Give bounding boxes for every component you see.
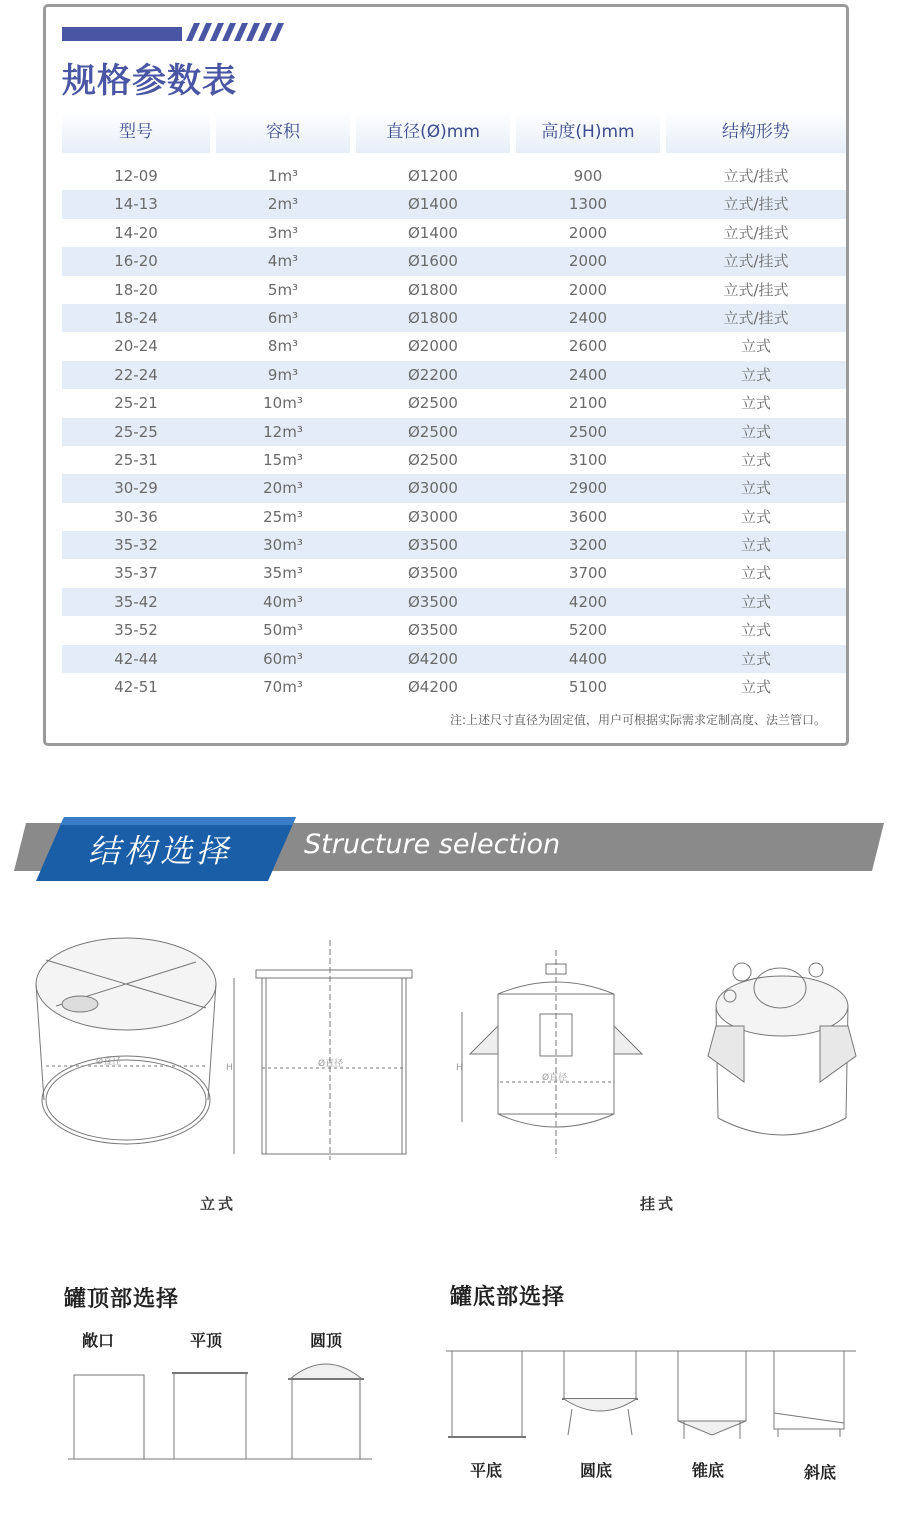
header-model: 型号 xyxy=(62,111,210,153)
table-row xyxy=(62,162,846,190)
table-cell: 25-31 xyxy=(114,450,158,469)
structure-title-cn: 结构选择 xyxy=(88,832,233,870)
table-cell: 立式/挂式 xyxy=(723,223,789,242)
table-cell: 35-42 xyxy=(114,592,158,611)
table-cell: Ø2500 xyxy=(408,422,458,441)
table-cell: 2400 xyxy=(568,365,608,384)
table-row xyxy=(62,190,846,218)
table-cell: 5200 xyxy=(568,621,608,640)
table-row xyxy=(62,673,846,701)
top-options-title: 罐顶部选择 xyxy=(64,1287,180,1312)
diameter-label-2: Ø直径 xyxy=(318,1059,344,1069)
table-cell: 立式 xyxy=(740,394,771,413)
table-cell: 立式 xyxy=(740,422,771,441)
table-cell: 4m³ xyxy=(267,252,299,271)
diameter-label-1: Ø直径 xyxy=(96,1057,122,1067)
table-cell: 1300 xyxy=(568,195,608,214)
table-cell: 立式 xyxy=(740,621,771,640)
table-cell: Ø3500 xyxy=(408,564,458,583)
table-cell: 2000 xyxy=(568,223,608,242)
table-cell: Ø4200 xyxy=(408,649,458,668)
table-cell: 10m³ xyxy=(263,394,303,413)
table-cell: 40m³ xyxy=(263,592,303,611)
table-cell: 2500 xyxy=(568,422,608,441)
table-cell: 20-24 xyxy=(114,337,158,356)
table-cell: 20m³ xyxy=(263,479,303,498)
header-volume: 容积 xyxy=(216,111,350,153)
header-diameter: 直径(Ø)mm xyxy=(356,111,510,153)
table-cell: 3m³ xyxy=(267,223,299,242)
table-cell: 42-44 xyxy=(114,649,158,668)
table-cell: 4400 xyxy=(568,649,608,668)
table-cell: Ø3500 xyxy=(408,621,458,640)
table-cell: 2900 xyxy=(568,479,608,498)
table-cell: 2600 xyxy=(568,337,608,356)
table-cell: 立式/挂式 xyxy=(723,280,789,299)
diameter-label-3: Ø直径 xyxy=(542,1073,568,1083)
table-cell: 立式/挂式 xyxy=(723,167,789,185)
table-cell: 9m³ xyxy=(267,365,299,384)
table-cell: Ø3500 xyxy=(408,536,458,555)
table-cell: 2400 xyxy=(568,308,608,327)
bottom-options-title: 罐底部选择 xyxy=(450,1285,566,1310)
table-cell: 18-20 xyxy=(114,280,158,299)
table-cell: 立式 xyxy=(740,365,771,384)
table-row xyxy=(62,446,846,474)
table-cell: 12-09 xyxy=(114,167,158,185)
table-cell: 5m³ xyxy=(267,280,299,299)
height-label-1: H xyxy=(226,1063,233,1073)
table-cell: 30-29 xyxy=(114,479,158,498)
bottom-option-slope: 斜底 xyxy=(804,1463,837,1482)
table-cell: 立式 xyxy=(740,678,771,697)
table-cell: 立式/挂式 xyxy=(723,252,789,271)
header-structure: 结构形势 xyxy=(666,111,846,153)
hanging-tank-isometric xyxy=(708,963,856,1135)
table-cell: 立式 xyxy=(740,337,771,356)
height-label-2: H xyxy=(456,1063,463,1073)
table-cell: Ø2500 xyxy=(408,450,458,469)
header-height: 高度(H)mm xyxy=(516,111,660,153)
bottom-options-drawing xyxy=(444,1345,858,1445)
table-cell: Ø2500 xyxy=(408,394,458,413)
table-cell: 35-52 xyxy=(114,621,158,640)
vertical-tank-front xyxy=(226,940,412,1160)
vertical-tank-isometric xyxy=(36,938,216,1144)
table-row xyxy=(62,247,846,275)
table-cell: 16-20 xyxy=(114,252,158,271)
table-cell: 2000 xyxy=(568,252,608,271)
table-cell: 3700 xyxy=(568,564,608,583)
table-cell: 3100 xyxy=(568,450,608,469)
title-stripe-decoration xyxy=(62,23,288,41)
table-cell: 30-36 xyxy=(114,507,158,526)
table-row xyxy=(62,389,846,417)
table-cell: 8m³ xyxy=(267,337,299,356)
table-row xyxy=(62,332,846,360)
table-row xyxy=(62,503,846,531)
top-options-drawing xyxy=(60,1355,380,1465)
table-cell: 70m³ xyxy=(263,678,303,697)
table-cell: Ø3000 xyxy=(408,507,458,526)
table-cell: 5100 xyxy=(568,678,608,697)
table-cell: 12m³ xyxy=(263,422,303,441)
spec-table-body xyxy=(62,162,846,701)
table-row xyxy=(62,361,846,389)
table-cell: 22-24 xyxy=(114,365,158,384)
table-cell: 立式/挂式 xyxy=(723,195,789,214)
spec-note: 注:上述尺寸直径为固定值，用户可根据实际需求定制高度、法兰管口。 xyxy=(449,713,826,727)
spec-panel xyxy=(43,4,849,746)
table-cell: 25m³ xyxy=(263,507,303,526)
table-row xyxy=(62,276,846,304)
vertical-caption: 立式 xyxy=(200,1195,237,1213)
spec-table-header xyxy=(62,111,846,153)
table-cell: Ø2200 xyxy=(408,365,458,384)
top-option-flat: 平顶 xyxy=(190,1331,223,1350)
table-cell: 6m³ xyxy=(267,308,299,327)
bottom-option-cone: 锥底 xyxy=(692,1461,725,1480)
table-cell: Ø1400 xyxy=(408,195,458,214)
table-cell: Ø4200 xyxy=(408,678,458,697)
table-cell: 2000 xyxy=(568,280,608,299)
table-cell: Ø1400 xyxy=(408,223,458,242)
top-option-open: 敞口 xyxy=(82,1331,115,1350)
table-cell: 立式 xyxy=(740,564,771,583)
table-cell: 立式 xyxy=(740,536,771,555)
table-cell: 42-51 xyxy=(114,678,158,697)
table-cell: 35m³ xyxy=(263,564,303,583)
table-cell: 35-37 xyxy=(114,564,158,583)
table-row xyxy=(62,531,846,559)
table-cell: 35-32 xyxy=(114,536,158,555)
table-cell: 立式 xyxy=(740,649,771,668)
table-cell: Ø1600 xyxy=(408,252,458,271)
table-cell: 1m³ xyxy=(267,167,299,185)
hanging-caption: 挂式 xyxy=(640,1195,677,1213)
table-row xyxy=(62,559,846,587)
table-cell: 2100 xyxy=(568,394,608,413)
table-row xyxy=(62,219,846,247)
table-cell: 14-20 xyxy=(114,223,158,242)
table-row xyxy=(62,418,846,446)
table-cell: 4200 xyxy=(568,592,608,611)
table-row xyxy=(62,474,846,502)
table-cell: 立式/挂式 xyxy=(723,308,789,327)
table-row xyxy=(62,616,846,644)
table-cell: 900 xyxy=(573,167,603,185)
table-row xyxy=(62,645,846,673)
table-cell: 立式 xyxy=(740,592,771,611)
table-row xyxy=(62,588,846,616)
table-cell: 3200 xyxy=(568,536,608,555)
table-row xyxy=(62,304,846,332)
table-cell: 14-13 xyxy=(114,195,158,214)
table-cell: Ø1800 xyxy=(408,308,458,327)
table-cell: Ø2000 xyxy=(408,337,458,356)
table-cell: Ø3500 xyxy=(408,592,458,611)
top-option-dome: 圆顶 xyxy=(310,1331,343,1350)
hanging-tank-front xyxy=(456,950,642,1158)
table-cell: 18-24 xyxy=(114,308,158,327)
table-cell: 立式 xyxy=(740,450,771,469)
table-cell: 50m³ xyxy=(263,621,303,640)
bottom-option-round: 圆底 xyxy=(580,1461,613,1480)
tank-drawings xyxy=(0,930,900,1160)
table-cell: 25-25 xyxy=(114,422,158,441)
table-cell: 30m³ xyxy=(263,536,303,555)
table-cell: 立式 xyxy=(740,479,771,498)
table-cell: 3600 xyxy=(568,507,608,526)
table-cell: Ø1800 xyxy=(408,280,458,299)
table-cell: 15m³ xyxy=(263,450,303,469)
table-cell: 立式 xyxy=(740,507,771,526)
table-cell: 25-21 xyxy=(114,394,158,413)
structure-title-en: Structure selection xyxy=(304,829,561,860)
table-cell: 60m³ xyxy=(263,649,303,668)
spec-title: 规格参数表 xyxy=(62,61,237,101)
table-cell: Ø1200 xyxy=(408,167,458,185)
bottom-option-flat: 平底 xyxy=(470,1461,503,1480)
table-cell: Ø3000 xyxy=(408,479,458,498)
table-cell: 2m³ xyxy=(267,195,299,214)
